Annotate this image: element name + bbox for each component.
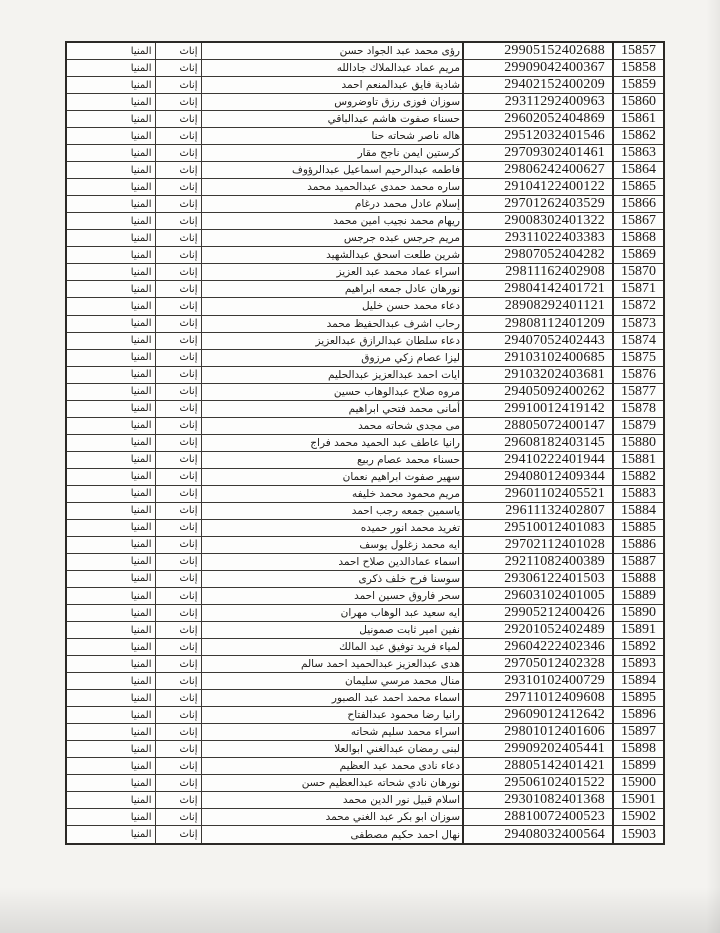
cell-name: فاطمه عبدالرحيم اسماعيل عبدالرؤوف xyxy=(201,162,463,179)
cell-serial: 15882 xyxy=(613,468,664,485)
cell-governorate: المنيا xyxy=(66,775,155,792)
cell-governorate: المنيا xyxy=(66,145,155,162)
cell-name: مروه صلاح عبدالوهاب حسين xyxy=(201,383,463,400)
cell-national-id: 29410222401944 xyxy=(463,451,613,468)
cell-name: سوزان ابو بكر عبد الغني محمد xyxy=(201,809,463,826)
cell-national-id: 29806242400627 xyxy=(463,162,613,179)
cell-governorate: المنيا xyxy=(66,502,155,519)
cell-national-id: 29103202403681 xyxy=(463,366,613,383)
cell-serial: 15898 xyxy=(613,741,664,758)
cell-governorate: المنيا xyxy=(66,179,155,196)
cell-gender: إناث xyxy=(155,400,201,417)
cell-governorate: المنيا xyxy=(66,588,155,605)
cell-national-id: 29306122401503 xyxy=(463,570,613,587)
cell-serial: 15887 xyxy=(613,553,664,570)
cell-name: ريهام محمد نجيب امين محمد xyxy=(201,213,463,230)
cell-governorate: المنيا xyxy=(66,809,155,826)
table-row xyxy=(66,230,664,247)
cell-gender: إناث xyxy=(155,332,201,349)
page-edge-shadow xyxy=(706,0,720,933)
cell-serial: 15870 xyxy=(613,264,664,281)
cell-national-id: 29211082400389 xyxy=(463,553,613,570)
cell-serial: 15859 xyxy=(613,77,664,94)
cell-governorate: المنيا xyxy=(66,315,155,332)
cell-serial: 15886 xyxy=(613,536,664,553)
cell-serial: 15889 xyxy=(613,588,664,605)
cell-governorate: المنيا xyxy=(66,792,155,809)
cell-governorate: المنيا xyxy=(66,826,155,844)
table-row xyxy=(66,502,664,519)
cell-serial: 15879 xyxy=(613,417,664,434)
cell-governorate: المنيا xyxy=(66,741,155,758)
cell-name: شادية فايق عبدالمنعم احمد xyxy=(201,77,463,94)
cell-national-id: 28805142401421 xyxy=(463,758,613,775)
cell-serial: 15862 xyxy=(613,128,664,145)
table-row xyxy=(66,298,664,315)
cell-name: مريم جرجس عبده جرجس xyxy=(201,230,463,247)
cell-name: نورهان نادي شحاته عبدالعظيم حسن xyxy=(201,775,463,792)
table-row xyxy=(66,434,664,451)
table-row xyxy=(66,42,664,60)
cell-name: حسناء محمد عصام ربيع xyxy=(201,451,463,468)
table-row xyxy=(66,792,664,809)
cell-name: مريم عماد عبدالملاك جادالله xyxy=(201,60,463,77)
cell-national-id: 29506102401522 xyxy=(463,775,613,792)
cell-name: نورهان عادل جمعه ابراهيم xyxy=(201,281,463,298)
cell-governorate: المنيا xyxy=(66,366,155,383)
cell-name: هاله ناصر شحاته حنا xyxy=(201,128,463,145)
cell-national-id: 29601102405521 xyxy=(463,485,613,502)
table-row xyxy=(66,196,664,213)
cell-serial: 15876 xyxy=(613,366,664,383)
cell-governorate: المنيا xyxy=(66,724,155,741)
cell-name: هدى عبدالعزيز عبدالحميد احمد سالم xyxy=(201,656,463,673)
table-row xyxy=(66,588,664,605)
cell-governorate: المنيا xyxy=(66,707,155,724)
cell-national-id: 29405092400262 xyxy=(463,383,613,400)
table-row xyxy=(66,60,664,77)
cell-name: ايه سعيد عبد الوهاب مهران xyxy=(201,605,463,622)
cell-national-id: 29711012409608 xyxy=(463,690,613,707)
cell-name: اسلام قبيل نور الدين محمد xyxy=(201,792,463,809)
cell-name: اسراء عماد محمد عبد العزيز xyxy=(201,264,463,281)
cell-national-id: 29402152400209 xyxy=(463,77,613,94)
cell-governorate: المنيا xyxy=(66,690,155,707)
cell-name: ياسمين جمعه رجب احمد xyxy=(201,502,463,519)
cell-serial: 15877 xyxy=(613,383,664,400)
cell-gender: إناث xyxy=(155,77,201,94)
cell-gender: إناث xyxy=(155,588,201,605)
cell-gender: إناث xyxy=(155,111,201,128)
table-row xyxy=(66,553,664,570)
table-row xyxy=(66,94,664,111)
cell-name: دعاء سلطان عبدالرازق عبدالعزيز xyxy=(201,332,463,349)
cell-governorate: المنيا xyxy=(66,639,155,656)
cell-name: شرين طلعت اسحق عبدالشهيد xyxy=(201,247,463,264)
cell-serial: 15858 xyxy=(613,60,664,77)
table-row xyxy=(66,826,664,844)
cell-gender: إناث xyxy=(155,519,201,536)
cell-serial: 15864 xyxy=(613,162,664,179)
cell-governorate: المنيا xyxy=(66,196,155,213)
cell-name: أمانى محمد فتحي ابراهيم xyxy=(201,400,463,417)
cell-name: لمياء فريد توفيق عبد المالك xyxy=(201,639,463,656)
cell-national-id: 29201052402489 xyxy=(463,622,613,639)
cell-national-id: 29811162402908 xyxy=(463,264,613,281)
table-row xyxy=(66,656,664,673)
cell-serial: 15883 xyxy=(613,485,664,502)
cell-name: كرستين ايمن ناجح مقار xyxy=(201,145,463,162)
table-row xyxy=(66,519,664,536)
cell-national-id: 29801012401606 xyxy=(463,724,613,741)
records-table xyxy=(65,41,665,845)
table-row xyxy=(66,111,664,128)
cell-gender: إناث xyxy=(155,128,201,145)
cell-serial: 15857 xyxy=(613,42,664,60)
cell-serial: 15865 xyxy=(613,179,664,196)
table-row xyxy=(66,332,664,349)
cell-gender: إناث xyxy=(155,213,201,230)
cell-name: سهير صفوت ابراهيم نعمان xyxy=(201,468,463,485)
table-row xyxy=(66,77,664,94)
cell-national-id: 28908292401121 xyxy=(463,298,613,315)
cell-serial: 15872 xyxy=(613,298,664,315)
cell-serial: 15892 xyxy=(613,639,664,656)
table-row xyxy=(66,417,664,434)
cell-gender: إناث xyxy=(155,690,201,707)
cell-governorate: المنيا xyxy=(66,298,155,315)
cell-governorate: المنيا xyxy=(66,94,155,111)
cell-national-id: 29311292400963 xyxy=(463,94,613,111)
cell-name: دعاء نادى محمد عبد العظيم xyxy=(201,758,463,775)
cell-national-id: 29705012402328 xyxy=(463,656,613,673)
cell-serial: 15861 xyxy=(613,111,664,128)
cell-gender: إناث xyxy=(155,570,201,587)
table-row xyxy=(66,400,664,417)
cell-gender: إناث xyxy=(155,281,201,298)
cell-gender: إناث xyxy=(155,230,201,247)
cell-gender: إناث xyxy=(155,315,201,332)
cell-serial: 15894 xyxy=(613,673,664,690)
cell-gender: إناث xyxy=(155,536,201,553)
cell-gender: إناث xyxy=(155,622,201,639)
cell-name: مى مجدى شحاته محمد xyxy=(201,417,463,434)
table-row xyxy=(66,775,664,792)
cell-governorate: المنيا xyxy=(66,468,155,485)
cell-serial: 15878 xyxy=(613,400,664,417)
cell-gender: إناث xyxy=(155,707,201,724)
cell-governorate: المنيا xyxy=(66,622,155,639)
cell-name: ليزا عصام زكي مرزوق xyxy=(201,349,463,366)
cell-gender: إناث xyxy=(155,656,201,673)
table-row xyxy=(66,383,664,400)
cell-serial: 15903 xyxy=(613,826,664,844)
cell-gender: إناث xyxy=(155,792,201,809)
cell-name: اسماء محمد احمد عبد الصبور xyxy=(201,690,463,707)
table-row xyxy=(66,622,664,639)
cell-national-id: 29512032401546 xyxy=(463,128,613,145)
cell-serial: 15867 xyxy=(613,213,664,230)
cell-national-id: 29008302401322 xyxy=(463,213,613,230)
cell-serial: 15873 xyxy=(613,315,664,332)
cell-national-id: 29510012401083 xyxy=(463,519,613,536)
cell-national-id: 29310102400729 xyxy=(463,673,613,690)
table-row xyxy=(66,349,664,366)
cell-governorate: المنيا xyxy=(66,42,155,60)
cell-national-id: 29804142401721 xyxy=(463,281,613,298)
cell-gender: إناث xyxy=(155,758,201,775)
table-row xyxy=(66,213,664,230)
cell-serial: 15868 xyxy=(613,230,664,247)
cell-serial: 15895 xyxy=(613,690,664,707)
cell-national-id: 29311022403383 xyxy=(463,230,613,247)
cell-governorate: المنيا xyxy=(66,400,155,417)
cell-gender: إناث xyxy=(155,179,201,196)
cell-governorate: المنيا xyxy=(66,128,155,145)
cell-national-id: 29807052404282 xyxy=(463,247,613,264)
cell-gender: إناث xyxy=(155,60,201,77)
table-row xyxy=(66,758,664,775)
cell-serial: 15891 xyxy=(613,622,664,639)
table-row xyxy=(66,690,664,707)
cell-national-id: 29608182403145 xyxy=(463,434,613,451)
cell-national-id: 29408032400564 xyxy=(463,826,613,844)
table-row xyxy=(66,468,664,485)
cell-governorate: المنيا xyxy=(66,758,155,775)
cell-serial: 15871 xyxy=(613,281,664,298)
cell-national-id: 29808112401209 xyxy=(463,315,613,332)
table-row xyxy=(66,809,664,826)
cell-serial: 15901 xyxy=(613,792,664,809)
cell-governorate: المنيا xyxy=(66,485,155,502)
cell-gender: إناث xyxy=(155,775,201,792)
cell-serial: 15885 xyxy=(613,519,664,536)
cell-serial: 15869 xyxy=(613,247,664,264)
cell-governorate: المنيا xyxy=(66,570,155,587)
cell-gender: إناث xyxy=(155,468,201,485)
table-row xyxy=(66,315,664,332)
cell-governorate: المنيا xyxy=(66,162,155,179)
cell-gender: إناث xyxy=(155,247,201,264)
cell-gender: إناث xyxy=(155,298,201,315)
cell-name: نفين امير ثابت صمونيل xyxy=(201,622,463,639)
cell-national-id: 29905152402688 xyxy=(463,42,613,60)
cell-serial: 15863 xyxy=(613,145,664,162)
records-table-body xyxy=(66,42,664,844)
cell-serial: 15890 xyxy=(613,605,664,622)
cell-name: حسناء صفوت هاشم عبدالباقي xyxy=(201,111,463,128)
cell-national-id: 29909042400367 xyxy=(463,60,613,77)
table-row xyxy=(66,707,664,724)
cell-national-id: 29609012412642 xyxy=(463,707,613,724)
cell-gender: إناث xyxy=(155,42,201,60)
table-row xyxy=(66,724,664,741)
cell-serial: 15866 xyxy=(613,196,664,213)
cell-gender: إناث xyxy=(155,264,201,281)
cell-name: نهال احمد حكيم مصطفى xyxy=(201,826,463,844)
table-row xyxy=(66,741,664,758)
cell-serial: 15893 xyxy=(613,656,664,673)
cell-national-id: 28805072400147 xyxy=(463,417,613,434)
table-row xyxy=(66,264,664,281)
cell-name: رؤى محمد عبد الجواد حسن xyxy=(201,42,463,60)
cell-gender: إناث xyxy=(155,673,201,690)
cell-name: دعاء محمد حسن خليل xyxy=(201,298,463,315)
cell-gender: إناث xyxy=(155,196,201,213)
cell-gender: إناث xyxy=(155,145,201,162)
cell-governorate: المنيا xyxy=(66,230,155,247)
cell-governorate: المنيا xyxy=(66,656,155,673)
cell-national-id: 29910012419142 xyxy=(463,400,613,417)
cell-national-id: 28810072400523 xyxy=(463,809,613,826)
cell-national-id: 29701262403529 xyxy=(463,196,613,213)
cell-governorate: المنيا xyxy=(66,77,155,94)
table-row xyxy=(66,673,664,690)
cell-governorate: المنيا xyxy=(66,383,155,400)
cell-name: تغريد محمد انور حميده xyxy=(201,519,463,536)
cell-serial: 15896 xyxy=(613,707,664,724)
table-row xyxy=(66,366,664,383)
cell-governorate: المنيا xyxy=(66,519,155,536)
cell-national-id: 29604222402346 xyxy=(463,639,613,656)
cell-gender: إناث xyxy=(155,553,201,570)
cell-serial: 15897 xyxy=(613,724,664,741)
cell-name: رانيا عاطف عبد الحميد محمد فراج xyxy=(201,434,463,451)
table-row xyxy=(66,145,664,162)
cell-governorate: المنيا xyxy=(66,281,155,298)
cell-name: اسراء محمد سليم شحاته xyxy=(201,724,463,741)
cell-governorate: المنيا xyxy=(66,332,155,349)
cell-name: سوسنا فرح خلف ذكرى xyxy=(201,570,463,587)
cell-gender: إناث xyxy=(155,451,201,468)
cell-gender: إناث xyxy=(155,94,201,111)
cell-name: سحر فاروق حسين احمد xyxy=(201,588,463,605)
cell-serial: 15888 xyxy=(613,570,664,587)
cell-gender: إناث xyxy=(155,502,201,519)
cell-governorate: المنيا xyxy=(66,60,155,77)
cell-gender: إناث xyxy=(155,639,201,656)
table-row xyxy=(66,605,664,622)
cell-gender: إناث xyxy=(155,485,201,502)
table-row xyxy=(66,451,664,468)
table-row xyxy=(66,162,664,179)
cell-governorate: المنيا xyxy=(66,553,155,570)
cell-serial: 15881 xyxy=(613,451,664,468)
cell-national-id: 29603102401005 xyxy=(463,588,613,605)
table-row xyxy=(66,281,664,298)
cell-gender: إناث xyxy=(155,826,201,844)
cell-governorate: المنيا xyxy=(66,536,155,553)
cell-national-id: 29407052402443 xyxy=(463,332,613,349)
cell-governorate: المنيا xyxy=(66,605,155,622)
cell-gender: إناث xyxy=(155,809,201,826)
cell-national-id: 29611132402807 xyxy=(463,502,613,519)
cell-name: ساره محمد حمدى عبدالحميد محمد xyxy=(201,179,463,196)
cell-governorate: المنيا xyxy=(66,451,155,468)
cell-serial: 15860 xyxy=(613,94,664,111)
table-row xyxy=(66,179,664,196)
cell-name: ايه محمد زغلول يوسف xyxy=(201,536,463,553)
table-row xyxy=(66,128,664,145)
cell-gender: إناث xyxy=(155,417,201,434)
cell-name: مريم محمود محمد خليفه xyxy=(201,485,463,502)
cell-name: رانيا رضا محمود عبدالفتاح xyxy=(201,707,463,724)
cell-national-id: 29104122400122 xyxy=(463,179,613,196)
cell-serial: 15899 xyxy=(613,758,664,775)
cell-gender: إناث xyxy=(155,162,201,179)
cell-serial: 15902 xyxy=(613,809,664,826)
cell-national-id: 29905212400426 xyxy=(463,605,613,622)
cell-national-id: 29301082401368 xyxy=(463,792,613,809)
cell-serial: 15880 xyxy=(613,434,664,451)
cell-gender: إناث xyxy=(155,434,201,451)
table-row xyxy=(66,639,664,656)
cell-gender: إناث xyxy=(155,349,201,366)
cell-name: إسلام عادل محمد درغام xyxy=(201,196,463,213)
cell-gender: إناث xyxy=(155,366,201,383)
cell-gender: إناث xyxy=(155,741,201,758)
cell-national-id: 29709302401461 xyxy=(463,145,613,162)
table-row xyxy=(66,570,664,587)
cell-national-id: 29408012409344 xyxy=(463,468,613,485)
cell-governorate: المنيا xyxy=(66,673,155,690)
cell-name: رحاب اشرف عبدالحفيظ محمد xyxy=(201,315,463,332)
cell-national-id: 29602052404869 xyxy=(463,111,613,128)
cell-governorate: المنيا xyxy=(66,417,155,434)
cell-national-id: 29702112401028 xyxy=(463,536,613,553)
cell-governorate: المنيا xyxy=(66,434,155,451)
cell-gender: إناث xyxy=(155,605,201,622)
cell-governorate: المنيا xyxy=(66,111,155,128)
cell-name: منال محمد مرسي سليمان xyxy=(201,673,463,690)
table-row xyxy=(66,247,664,264)
cell-governorate: المنيا xyxy=(66,349,155,366)
cell-name: اسماء عمادالدين صلاح احمد xyxy=(201,553,463,570)
cell-serial: 15874 xyxy=(613,332,664,349)
cell-serial: 15884 xyxy=(613,502,664,519)
cell-governorate: المنيا xyxy=(66,264,155,281)
cell-governorate: المنيا xyxy=(66,213,155,230)
cell-name: لبنى رمضان عبدالغني ابوالعلا xyxy=(201,741,463,758)
cell-governorate: المنيا xyxy=(66,247,155,264)
cell-serial: 15875 xyxy=(613,349,664,366)
table-row xyxy=(66,485,664,502)
cell-name: سوزان فوزى رزق تاوضروس xyxy=(201,94,463,111)
table-row xyxy=(66,536,664,553)
cell-gender: إناث xyxy=(155,724,201,741)
cell-gender: إناث xyxy=(155,383,201,400)
cell-name: ايات احمد عبدالعزيز عبدالحليم xyxy=(201,366,463,383)
cell-serial: 15900 xyxy=(613,775,664,792)
cell-national-id: 29909202405441 xyxy=(463,741,613,758)
cell-national-id: 29103102400685 xyxy=(463,349,613,366)
page-bottom-shadow xyxy=(0,887,720,933)
